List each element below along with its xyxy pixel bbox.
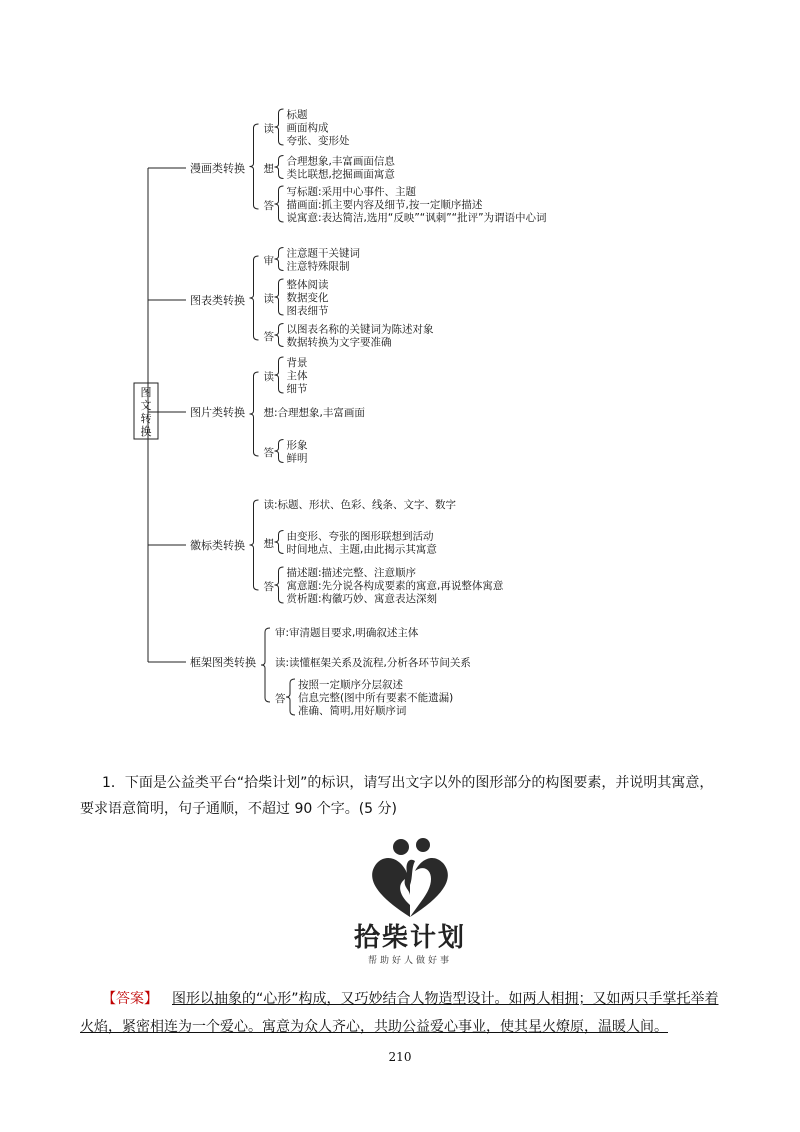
section-label-3: 徽标类转换 xyxy=(190,539,245,552)
section-0-group-1-item-0: 合理想象,丰富画面信息 xyxy=(286,155,395,168)
section-2-group-0-item-1: 主体 xyxy=(286,370,308,382)
logo-title: 拾柴计划 xyxy=(353,923,466,953)
section-4-group-2-item-0: 按照一定顺序分层叙述 xyxy=(298,679,403,691)
section-4-group-2-item-2: 准确、简明,用好顺序词 xyxy=(298,705,407,717)
section-4-group-2-label: 答 xyxy=(275,693,286,705)
section-3-group-0-text: 读:标题、形状、色彩、线条、文字、数字 xyxy=(263,499,457,511)
section-1-group-2-item-1: 数据转换为文字要准确 xyxy=(286,336,392,349)
section-3-group-1-item-0: 由变形、夸张的图形联想到活动 xyxy=(286,530,434,543)
answer-block xyxy=(80,985,730,1041)
section-3-group-1-item-1: 时间地点、主题,由此揭示其寓意 xyxy=(286,543,437,556)
section-brace-2 xyxy=(250,372,259,456)
logo-shichai-plan xyxy=(335,835,485,970)
question-line-1: 1．下面是公益类平台“拾柴计划”的标识，请写出文字以外的图形部分的构图要素，并说明其寓意， xyxy=(102,775,714,791)
root-char-3: 换 xyxy=(140,425,152,438)
question-1 xyxy=(80,770,730,822)
section-1-group-2-label: 答 xyxy=(263,331,274,343)
section-1-group-0-label: 审 xyxy=(263,255,274,267)
section-1-group-0-brace xyxy=(275,248,284,271)
section-3-group-2-item-1: 寓意题:先分说各构成要素的寓意,再说整体寓意 xyxy=(286,580,504,592)
section-4-group-0-text: 审:审清题目要求,明确叙述主体 xyxy=(275,627,419,639)
section-2-group-0-brace xyxy=(275,357,284,393)
root-char-2: 转 xyxy=(140,412,152,425)
section-4-group-2-item-1: 信息完整(图中所有要素不能遗漏) xyxy=(298,692,454,704)
section-2-group-2-item-1: 鲜明 xyxy=(286,452,308,465)
section-brace-1 xyxy=(250,256,259,340)
section-label-1: 图表类转换 xyxy=(190,294,245,307)
root-char-0: 图 xyxy=(140,386,152,399)
section-0-group-0-label: 读 xyxy=(263,123,274,135)
section-0-group-2-item-0: 写标题:采用中心事件、主题 xyxy=(286,186,417,198)
section-0-group-2-brace xyxy=(275,186,284,222)
section-brace-4 xyxy=(261,628,270,702)
heart-figures-icon xyxy=(335,835,485,920)
section-1-group-2-brace xyxy=(275,324,284,347)
section-4-group-1-text: 读:读懂框架关系及流程,分析各环节间关系 xyxy=(275,657,471,669)
section-2-group-2-brace xyxy=(275,440,284,463)
section-1-group-1-item-2: 图表细节 xyxy=(286,305,329,317)
section-3-group-2-label: 答 xyxy=(263,581,274,593)
answer-tag: 【答案】 xyxy=(102,991,158,1007)
section-4-group-2-brace xyxy=(286,679,295,715)
section-brace-0 xyxy=(250,124,259,209)
section-0-group-0-item-1: 画面构成 xyxy=(286,122,329,134)
section-2-group-0-item-2: 细节 xyxy=(286,383,308,395)
section-0-group-2-label: 答 xyxy=(263,200,274,212)
section-label-2: 图片类转换 xyxy=(190,406,245,419)
section-2-group-0-item-0: 背景 xyxy=(286,357,308,369)
section-0-group-0-brace xyxy=(275,109,284,145)
section-0-group-0-item-2: 夸张、变形处 xyxy=(286,135,350,147)
section-2-group-0-label: 读 xyxy=(263,371,274,383)
logo-slogan: 帮助好人做好事 xyxy=(367,956,452,966)
root-char-1: 文 xyxy=(140,399,152,412)
section-2-group-2-item-0: 形象 xyxy=(286,439,308,452)
section-2-group-2-label: 答 xyxy=(263,447,274,459)
answer-text: 图形以抽象的“心形”构成，又巧妙结合人物造型设计。如两人相拥；又如两只手掌托举着火焰，紧密相连为一个爱心。寓意为众人齐心，共助公益爱心事业，使其星火燎原，温暖人间。 xyxy=(80,991,719,1035)
section-0-group-1-label: 想 xyxy=(263,163,274,175)
section-1-group-1-label: 读 xyxy=(263,293,274,305)
section-1-group-2-item-0: 以图表名称的关键词为陈述对象 xyxy=(286,323,434,336)
section-0-group-2-item-2: 说寓意:表达简洁,选用“反映”“讽刺”“批评”为谓语中心词 xyxy=(286,212,547,224)
page-number: 210 xyxy=(388,1050,412,1064)
section-label-4: 框架图类转换 xyxy=(190,656,256,669)
section-label-0: 漫画类转换 xyxy=(190,162,245,175)
section-1-group-1-item-1: 数据变化 xyxy=(286,292,329,304)
section-0-group-1-brace xyxy=(275,156,284,179)
question-line-2: 要求语意简明，句子通顺，不超过 90 个字。(5 分) xyxy=(80,801,397,817)
section-3-group-2-item-0: 描述题:描述完整、注意顺序 xyxy=(286,567,417,579)
section-1-group-1-brace xyxy=(275,279,284,315)
section-0-group-2-item-1: 描画面:抓主要内容及细节,按一定顺序描述 xyxy=(286,199,483,211)
section-0-group-1-item-1: 类比联想,挖掘画面寓意 xyxy=(286,168,395,181)
section-3-group-2-brace xyxy=(275,567,284,603)
section-3-group-2-item-2: 赏析题:构徽巧妙、寓意表达深刻 xyxy=(286,593,438,605)
section-3-group-1-brace xyxy=(275,531,284,554)
section-1-group-0-item-1: 注意特殊限制 xyxy=(286,260,350,273)
section-1-group-0-item-0: 注意题干关键词 xyxy=(286,247,360,260)
section-1-group-1-item-0: 整体阅读 xyxy=(286,279,329,291)
section-brace-3 xyxy=(250,500,259,590)
section-3-group-1-label: 想 xyxy=(263,538,274,550)
section-2-group-1-text: 想:合理想象,丰富画面 xyxy=(263,407,365,419)
section-0-group-0-item-0: 标题 xyxy=(286,109,308,121)
